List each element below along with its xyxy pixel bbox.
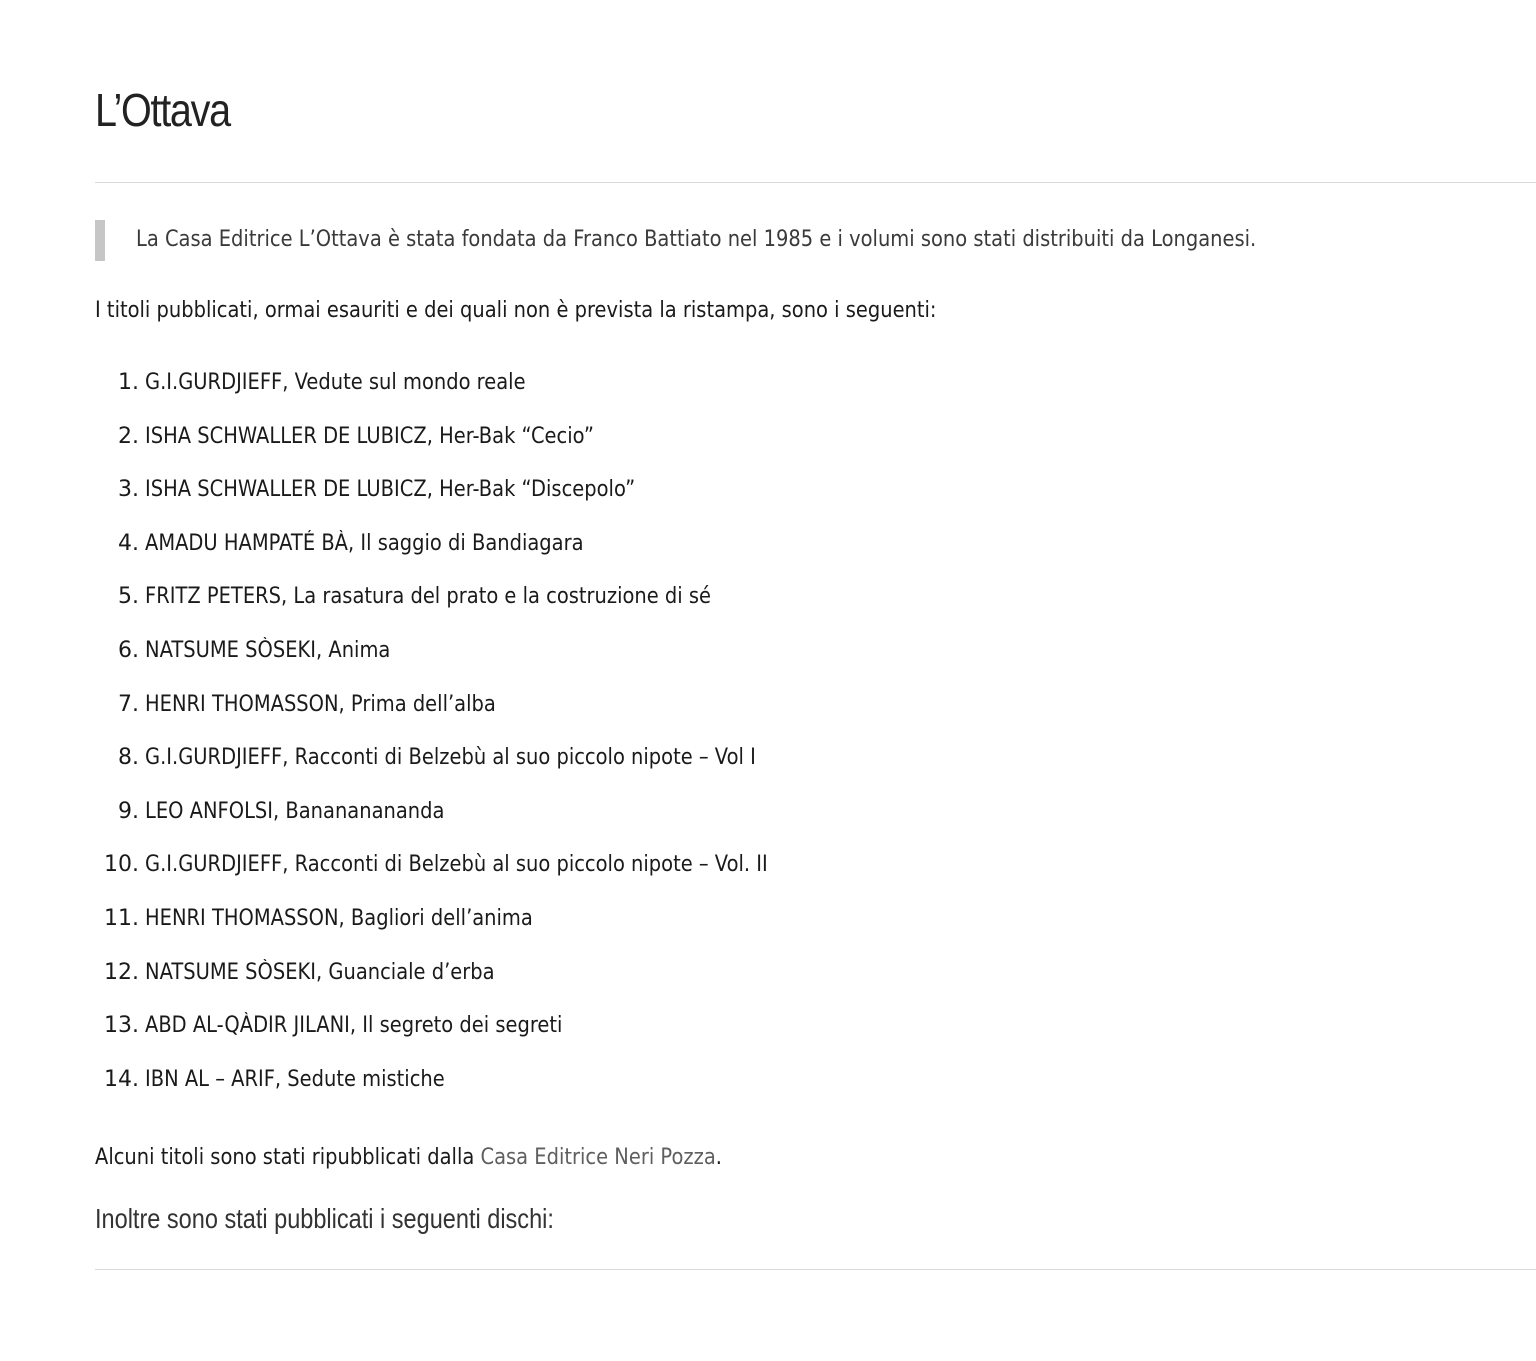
book-list-item	[95, 1008, 1095, 1062]
book-title: IBN AL – ARIF, Sedute mistiche	[145, 1066, 445, 1092]
book-number: 6.	[118, 637, 139, 663]
book-number: 13.	[104, 1013, 139, 1039]
book-number: 11.	[104, 905, 139, 931]
book-number: 12.	[104, 959, 139, 985]
bottom-divider	[95, 1269, 1536, 1270]
book-number: 4.	[118, 530, 139, 556]
book-list-item	[95, 1062, 1095, 1116]
book-list	[95, 365, 1095, 1115]
intro-paragraph: I titoli pubblicati, ormai esauriti e dei quali non è prevista la ristampa, sono i seguenti:	[95, 298, 937, 323]
book-list-item	[95, 847, 1095, 901]
book-list-item	[95, 472, 1095, 526]
book-title: ABD AL-QÀDIR JILANI, Il segreto dei segreti	[145, 1013, 563, 1039]
neri-pozza-link[interactable]: Casa Editrice Neri Pozza	[480, 1145, 716, 1170]
book-number: 5.	[118, 584, 139, 610]
book-number: 2.	[118, 423, 139, 449]
republished-paragraph	[95, 1141, 722, 1175]
book-list-item	[95, 794, 1095, 848]
book-title: LEO ANFOLSI, Banananananda	[145, 798, 445, 824]
page-title: L’Ottava	[95, 84, 230, 136]
book-title: FRITZ PETERS, La rasatura del prato e la costruzione di sé	[145, 584, 711, 610]
book-title: ISHA SCHWALLER DE LUBICZ, Her-Bak “Discepolo”	[145, 477, 636, 503]
book-title: NATSUME SÒSEKI, Guanciale d’erba	[145, 959, 495, 985]
book-number: 1.	[118, 370, 139, 395]
blockquote-text: La Casa Editrice L’Ottava è stata fondata da Franco Battiato nel 1985 e i volumi sono stati distribuiti da Longanesi.	[136, 227, 1257, 252]
book-title: G.I.GURDJIEFF, Vedute sul mondo reale	[145, 370, 526, 395]
book-number: 14.	[104, 1066, 139, 1092]
book-title: NATSUME SÒSEKI, Anima	[145, 637, 391, 663]
blockquote-bar	[95, 220, 105, 261]
book-number: 8.	[118, 745, 139, 771]
book-list-item	[95, 579, 1095, 633]
book-title: HENRI THOMASSON, Prima dell’alba	[145, 691, 496, 717]
records-heading: Inoltre sono stati pubblicati i seguenti dischi:	[95, 1203, 554, 1234]
book-list-item	[95, 526, 1095, 580]
book-number: 10.	[104, 852, 139, 878]
book-list-item	[95, 740, 1095, 794]
book-list-item	[95, 633, 1095, 687]
book-title: G.I.GURDJIEFF, Racconti di Belzebù al suo piccolo nipote – Vol. II	[145, 852, 768, 878]
book-number: 9.	[118, 798, 139, 824]
top-divider	[95, 182, 1536, 183]
book-list-item	[95, 687, 1095, 741]
book-title: G.I.GURDJIEFF, Racconti di Belzebù al suo piccolo nipote – Vol I	[145, 745, 756, 771]
republished-suffix: .	[715, 1145, 722, 1170]
book-title: ISHA SCHWALLER DE LUBICZ, Her-Bak “Cecio”	[145, 423, 594, 449]
book-list-item	[95, 419, 1095, 473]
blockquote	[95, 220, 1515, 261]
book-number: 7.	[118, 691, 139, 717]
book-list-item	[95, 901, 1095, 955]
book-list-item	[95, 365, 1095, 419]
book-title: HENRI THOMASSON, Bagliori dell’anima	[145, 905, 533, 931]
republished-prefix: Alcuni titoli sono stati ripubblicati dalla	[95, 1145, 481, 1170]
book-title: AMADU HAMPATÉ BÀ, Il saggio di Bandiagara	[145, 530, 584, 556]
book-list-item	[95, 955, 1095, 1009]
book-number: 3.	[118, 477, 139, 503]
